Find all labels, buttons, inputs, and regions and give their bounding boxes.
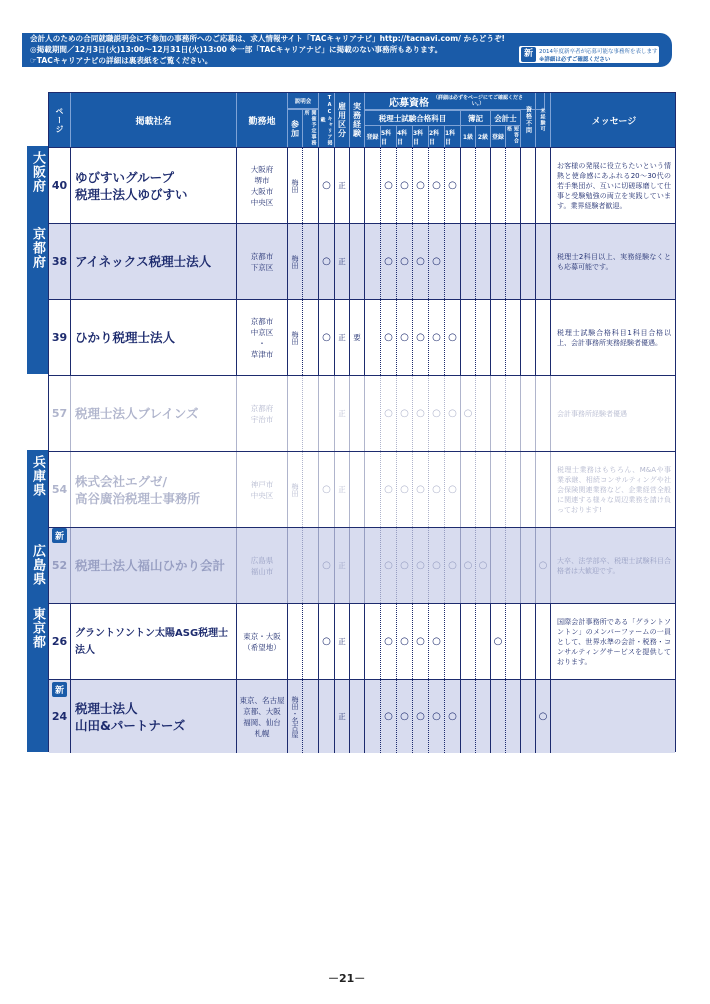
table-header xyxy=(49,93,675,147)
loc-line: 東京・大阪 xyxy=(243,631,281,641)
pref-hyogo-label: 兵庫県 xyxy=(30,455,45,497)
row-mark xyxy=(365,300,381,375)
row-venue: 梅田・名古屋 xyxy=(291,695,299,738)
row-location xyxy=(237,604,288,679)
row-page: 26 xyxy=(49,604,71,679)
row-experience xyxy=(350,376,365,451)
pref-kyoto xyxy=(27,222,48,374)
row-mark xyxy=(491,224,506,299)
row-mark: ○ xyxy=(491,604,506,679)
row-company xyxy=(71,452,237,527)
loc-line: 京都府 xyxy=(250,403,274,413)
row-tac: ○ xyxy=(319,604,335,679)
row-mark: ○ xyxy=(413,224,429,299)
row-mark xyxy=(536,300,551,375)
row-mark: ○ xyxy=(413,452,429,527)
header-subject-2: 4科目 xyxy=(397,125,413,147)
row-employment: 正 xyxy=(335,680,350,753)
row-mark xyxy=(476,224,491,299)
header-qualification xyxy=(365,93,545,110)
loc-line: 広島県 xyxy=(250,555,274,565)
row-mark: ○ xyxy=(445,680,461,753)
row-company-line-1: 税理士法人 xyxy=(75,700,138,716)
row-page: 54 xyxy=(49,452,71,527)
row-mark: ○ xyxy=(413,148,429,223)
row-mark: ○ xyxy=(413,376,429,451)
row-mark: ○ xyxy=(381,224,397,299)
header-qual-note: （詳細は必ずをページにてご確認ください。） xyxy=(433,95,523,107)
row-mark xyxy=(461,148,476,223)
header-subject-9: 短答合格 xyxy=(506,126,519,144)
row-mark: ○ xyxy=(413,680,429,753)
row-location xyxy=(237,680,288,753)
loc-line: 中京区 xyxy=(250,327,274,337)
pref-kyoto-label: 京都府 xyxy=(30,227,45,269)
row-mark xyxy=(491,148,506,223)
row-company: 税理士法人福山ひかり会計 xyxy=(71,528,237,603)
header-boki: 簿記 xyxy=(461,110,491,125)
row-company-line-1: 株式会社エグゼ/ xyxy=(75,473,168,489)
header-tac: TACキャリア掲載 xyxy=(319,94,333,146)
row-mark xyxy=(491,452,506,527)
row-mark xyxy=(491,680,506,753)
row-company: 税理士法人ブレインズ xyxy=(71,376,237,451)
header-zeirishi: 税理士試験合格科目 xyxy=(365,110,461,125)
row-mark: ○ xyxy=(429,300,445,375)
row-message: お客様の発展に役立ちたいという情熱と使命感にあふれる20〜30代の若手集団が、互いに切磋琢磨して仕事と受験勉強の両立を実践しています。業界経験者歓迎。 xyxy=(557,161,671,210)
row-mark: ○ xyxy=(381,528,397,603)
row-mark xyxy=(365,452,381,527)
row-mark xyxy=(521,376,536,451)
header-subject-1: 5科目 xyxy=(381,125,397,147)
row-mark: ○ xyxy=(381,300,397,375)
loc-line: （希望地） xyxy=(243,642,281,652)
row-mark: ○ xyxy=(397,680,413,753)
row-experience xyxy=(350,604,365,679)
pref-tokyo-label: 東京都 xyxy=(30,607,45,649)
row-tac xyxy=(319,680,335,753)
row-mark xyxy=(365,224,381,299)
header-page: ページ xyxy=(55,106,64,134)
new-badge-icon: 新 xyxy=(521,47,536,62)
table-row xyxy=(49,527,675,603)
header-qual-title: 応募資格 xyxy=(389,97,429,109)
banner-line-3: ☞TACキャリアナビの詳細は裏表紙をご覧ください。 xyxy=(30,56,213,65)
pref-hiroshima xyxy=(27,526,48,602)
row-experience xyxy=(350,224,365,299)
row-mark: ○ xyxy=(381,376,397,451)
row-page: 57 xyxy=(49,376,71,451)
row-mark xyxy=(461,300,476,375)
row-mark: ○ xyxy=(397,300,413,375)
row-company: アイネックス税理士法人 xyxy=(71,224,237,299)
row-mark: ○ xyxy=(536,680,551,753)
row-sanka-mark xyxy=(303,224,319,299)
row-mark xyxy=(491,300,506,375)
row-location xyxy=(237,528,288,603)
row-mark xyxy=(491,376,506,451)
row-tac: ○ xyxy=(319,452,335,527)
banner-line-1: 会計人のための合同就職説明会に不参加の事務所へのご応募は、求人情報サイト「TACキャリアナビ」http://tacnavi.com/ からどうぞ! xyxy=(30,34,506,43)
row-employment: 正 xyxy=(335,224,350,299)
header-kaikeishi: 会計士 xyxy=(491,110,521,125)
row-message: 税理士試験合格科目1科目合格以上、会計事務所実務経験者優遇。 xyxy=(557,328,671,347)
pref-osaka-label: 大阪府 xyxy=(30,151,45,193)
row-mark: ○ xyxy=(461,376,476,451)
row-mark xyxy=(365,376,381,451)
row-mark xyxy=(506,452,521,527)
row-sanka-mark xyxy=(303,376,319,451)
row-sanka-mark xyxy=(303,148,319,223)
row-mark xyxy=(506,680,521,753)
header-company: 掲載社名 xyxy=(71,93,237,147)
row-tac: ○ xyxy=(319,300,335,375)
row-mark xyxy=(506,604,521,679)
header-sanka-sub: 開催予定事務所 xyxy=(303,110,317,146)
header-message: メッセージ xyxy=(591,116,637,127)
header-experience: 実務経験 xyxy=(352,102,362,138)
row-mark xyxy=(536,604,551,679)
row-mark: ○ xyxy=(429,148,445,223)
row-mark: ○ xyxy=(429,528,445,603)
row-mark xyxy=(536,224,551,299)
row-mark xyxy=(506,148,521,223)
row-mark xyxy=(521,528,536,603)
loc-line: 堺市 xyxy=(254,175,270,185)
loc-line: 大阪市 xyxy=(250,186,274,196)
row-company-line-2: 高谷廣治税理士事務所 xyxy=(75,490,201,506)
row-page: 40 xyxy=(49,148,71,223)
row-experience: 要 xyxy=(350,300,365,375)
loc-line: 中央区 xyxy=(250,197,274,207)
row-mark: ○ xyxy=(536,528,551,603)
row-mark xyxy=(365,680,381,753)
row-mark xyxy=(365,148,381,223)
new-badge-icon: 新 xyxy=(52,682,67,697)
row-sanka-mark xyxy=(303,680,319,753)
row-mark xyxy=(506,300,521,375)
new-legend xyxy=(519,46,659,63)
row-location xyxy=(237,376,288,451)
row-mark: ○ xyxy=(429,680,445,753)
row-mark: ○ xyxy=(413,528,429,603)
row-message: 大卒、法学部卒、税理士試験科目合格者は大歓迎です。 xyxy=(557,556,671,575)
row-mark xyxy=(506,528,521,603)
row-mark xyxy=(521,680,536,753)
row-mark: ○ xyxy=(445,528,461,603)
row-mark: ○ xyxy=(397,452,413,527)
row-company-line-2: 税理士法人ゆびすい xyxy=(75,186,188,202)
loc-line: 福山市 xyxy=(250,566,274,576)
row-mark xyxy=(461,224,476,299)
row-mark xyxy=(506,224,521,299)
table-row xyxy=(49,451,675,527)
table-row xyxy=(49,223,675,299)
row-mark: ○ xyxy=(381,148,397,223)
row-employment: 正 xyxy=(335,148,350,223)
row-mark xyxy=(476,604,491,679)
row-mark xyxy=(461,604,476,679)
row-mark: ○ xyxy=(445,300,461,375)
row-mark xyxy=(445,224,461,299)
row-message: 国際会計事務所である「グラントソントン」のメンバーファームの一員として、世界水準の会計・税務・コンサルティングサービスを提供しております。 xyxy=(557,617,671,666)
table-row xyxy=(49,299,675,375)
row-mark: ○ xyxy=(461,528,476,603)
row-page: 24 xyxy=(49,680,71,753)
row-employment: 正 xyxy=(335,528,350,603)
row-mark: ○ xyxy=(397,528,413,603)
loc-line: 京都市 xyxy=(250,316,274,326)
row-venue: 梅田 xyxy=(291,178,299,193)
new-badge-icon: 新 xyxy=(52,528,67,543)
row-mark: ○ xyxy=(413,300,429,375)
row-mark: ○ xyxy=(476,528,491,603)
row-mark xyxy=(521,224,536,299)
row-mark: ○ xyxy=(413,604,429,679)
loc-line: 宇治市 xyxy=(250,414,274,424)
new-legend-warning: ※詳細は必ずご確認ください xyxy=(539,57,611,63)
loc-line: 京都市 xyxy=(250,251,274,261)
row-mark: ○ xyxy=(429,376,445,451)
row-company: ひかり税理士法人 xyxy=(71,300,237,375)
row-tac: ○ xyxy=(319,224,335,299)
row-tac xyxy=(319,376,335,451)
row-page: 38 xyxy=(49,224,71,299)
row-mark: ○ xyxy=(445,376,461,451)
row-mark xyxy=(365,528,381,603)
row-mark xyxy=(445,604,461,679)
row-mark: ○ xyxy=(381,680,397,753)
row-location xyxy=(237,300,288,375)
row-company xyxy=(71,680,237,753)
row-sanka-mark xyxy=(303,604,319,679)
header-subject-6: 1級 xyxy=(461,125,476,147)
row-mark xyxy=(521,300,536,375)
row-mark: ○ xyxy=(445,452,461,527)
row-experience xyxy=(350,680,365,753)
row-message: 税理士2科目以上、実務経験なくとも応募可能です。 xyxy=(557,252,671,271)
table-row xyxy=(49,679,675,753)
row-experience xyxy=(350,528,365,603)
row-mark: ○ xyxy=(429,604,445,679)
loc-line: 下京区 xyxy=(250,262,274,272)
row-mark: ○ xyxy=(381,452,397,527)
row-venue: 梅田 xyxy=(291,254,299,269)
header-sanka: 参加 xyxy=(290,119,300,138)
row-mark xyxy=(506,376,521,451)
loc-line: 京都、大阪 xyxy=(243,706,281,716)
row-page: 39 xyxy=(49,300,71,375)
row-mark xyxy=(476,376,491,451)
row-employment: 正 xyxy=(335,376,350,451)
header-subject-4: 2科目 xyxy=(429,125,445,147)
row-mark xyxy=(536,376,551,451)
header-employment: 雇用区分 xyxy=(337,102,347,138)
header-subject-10: 資格不問 xyxy=(524,106,532,134)
row-employment: 正 xyxy=(335,604,350,679)
row-mark xyxy=(476,300,491,375)
row-page: 52 xyxy=(49,528,71,603)
row-mark: ○ xyxy=(397,224,413,299)
row-mark: ○ xyxy=(381,604,397,679)
row-mark: ○ xyxy=(429,224,445,299)
row-sanka-mark xyxy=(303,528,319,603)
row-location xyxy=(237,224,288,299)
row-sanka-mark xyxy=(303,452,319,527)
pref-tokyo xyxy=(27,602,48,752)
row-experience xyxy=(350,452,365,527)
row-experience xyxy=(350,148,365,223)
header-subject-0: 登録 xyxy=(365,125,381,147)
row-mark xyxy=(521,452,536,527)
pref-hyogo xyxy=(27,450,48,526)
row-mark xyxy=(461,680,476,753)
row-company xyxy=(71,148,237,223)
row-location xyxy=(237,452,288,527)
row-mark: ○ xyxy=(397,148,413,223)
row-message: 会計事務所経験者優遇 xyxy=(557,409,627,418)
row-sanka-mark xyxy=(303,300,319,375)
loc-line: 草津市 xyxy=(250,349,274,359)
row-mark xyxy=(461,452,476,527)
row-message xyxy=(551,680,677,753)
loc-line: 福岡、仙台 xyxy=(243,717,281,727)
row-company-line-2: 山田&パートナーズ xyxy=(75,717,186,733)
row-venue: 梅田 xyxy=(291,330,299,345)
row-mark xyxy=(521,604,536,679)
row-company: グラントソントン太陽ASG税理士法人 xyxy=(71,604,237,679)
table-row xyxy=(49,147,675,223)
row-location xyxy=(237,148,288,223)
header-subject-7: 2級 xyxy=(476,125,491,147)
table-row xyxy=(49,375,675,451)
header-subject-5: 1科目 xyxy=(445,125,461,147)
row-tac: ○ xyxy=(319,528,335,603)
row-mark xyxy=(536,148,551,223)
pref-osaka xyxy=(27,146,48,222)
row-mark xyxy=(476,680,491,753)
row-tac: ○ xyxy=(319,148,335,223)
row-mark: ○ xyxy=(445,148,461,223)
row-mark xyxy=(491,528,506,603)
row-mark xyxy=(536,452,551,527)
loc-line: 中央区 xyxy=(250,490,274,500)
loc-line: ・ xyxy=(258,338,266,348)
table-row xyxy=(49,603,675,679)
row-mark xyxy=(521,148,536,223)
header-seminar: 説明会 xyxy=(288,93,319,109)
row-mark xyxy=(476,148,491,223)
header-banner xyxy=(22,33,672,67)
row-mark xyxy=(365,604,381,679)
header-location: 勤務地 xyxy=(237,93,288,147)
row-company-line-1: ゆびすいグループ xyxy=(75,169,175,185)
loc-line: 大阪府 xyxy=(250,164,274,174)
row-employment: 正 xyxy=(335,300,350,375)
loc-line: 札幌 xyxy=(254,728,270,738)
header-subject-8: 登録 xyxy=(491,125,506,147)
new-legend-note: 2014年度新卒者が応募可能な事務所を表します xyxy=(539,49,658,55)
row-mark: ○ xyxy=(397,604,413,679)
row-mark xyxy=(476,452,491,527)
row-employment: 正 xyxy=(335,452,350,527)
pref-hiroshima-label: 広島県 xyxy=(30,544,45,586)
row-mark: ○ xyxy=(429,452,445,527)
header-subject-3: 3科目 xyxy=(413,125,429,147)
row-mark: ○ xyxy=(397,376,413,451)
page-number: －21－ xyxy=(328,972,366,985)
row-venue: 梅田 xyxy=(291,482,299,497)
banner-line-2: ◎掲載期間／12月3日(火)13:00〜12月31日(火)13:00 ※一部「TACキャリアナビ」に掲載のない事務所もあります。 xyxy=(30,45,443,54)
header-subject-11: 未経験可 xyxy=(539,108,546,132)
loc-line: 神戸市 xyxy=(250,479,274,489)
row-message: 税理士業務はもちろん、M&Aや事業承継、相続コンサルティングや社会保険関連業務など、企業経営全般に関連する様々な周辺業務を請け負っております! xyxy=(557,465,671,514)
loc-line: 東京、名古屋 xyxy=(239,695,285,705)
recruitment-table xyxy=(48,92,676,752)
